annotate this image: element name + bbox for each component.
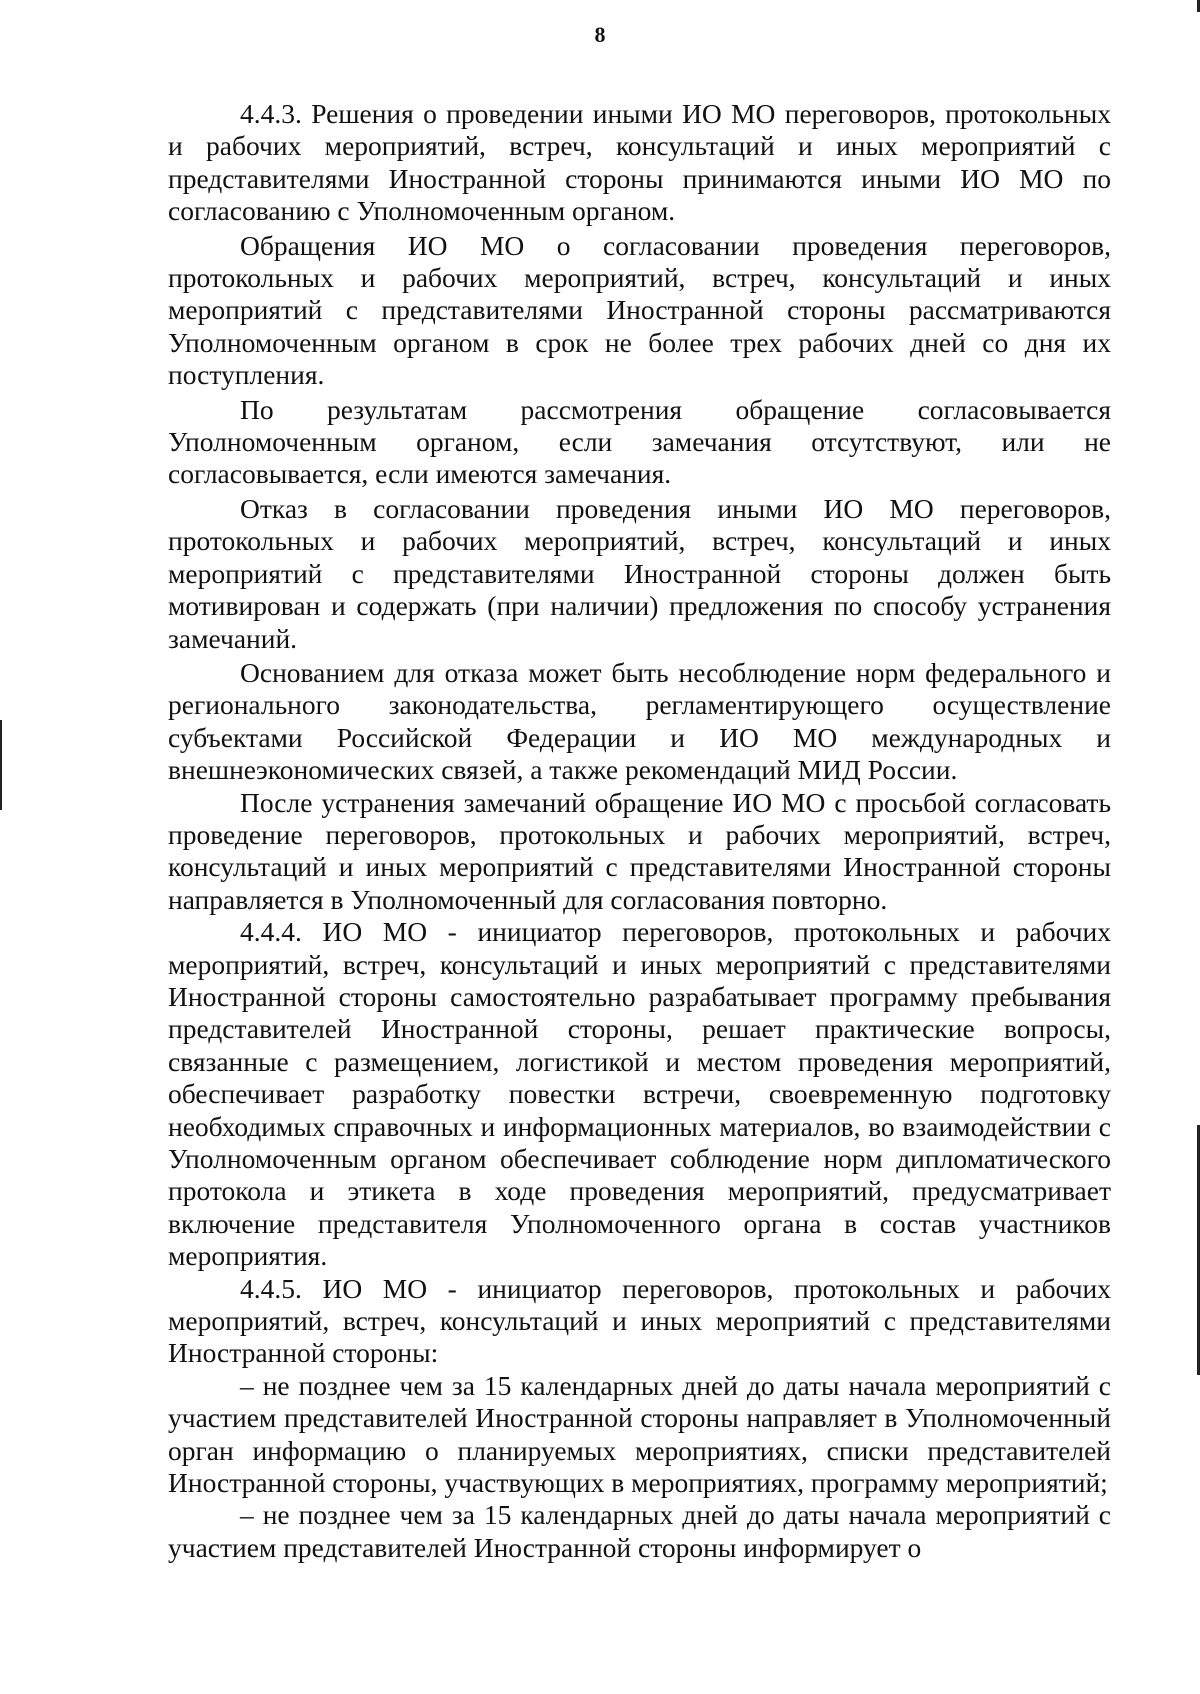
paragraph-4-4-3: 4.4.3. Решения о проведении иными ИО МО переговоров, протокольных и рабочих мероприятий, встреч, консультаций и иных мероприятий с представителями Иностранной стороны принимаются иными ИО МО по согласованию с Уполномоченным органом.: [168, 98, 1111, 227]
list-item-second: – не позднее чем за 15 календарных дней до даты начала мероприятий с участием представителей Иностранной стороны информирует о: [168, 1499, 1111, 1563]
document-body: [168, 98, 1111, 1564]
paragraph-refusal: Отказ в согласовании проведения иными ИО МО переговоров, протокольных и рабочих мероприятий, встреч, консультаций и иных мероприятий с представителями Иностранной стороны должен быть мотивирован и содержать (при наличии) предложения по способу устранения замечаний.: [168, 492, 1111, 654]
paragraph-review-results: По результатам рассмотрения обращение согласовывается Уполномоченным органом, если замечания отсутствуют, или не согласовывается, если имеются замечания.: [168, 393, 1111, 490]
paragraph-refusal-grounds: Основанием для отказа может быть несоблюдение норм федерального и регионального законодательства, регламентирующего осуществление субъектами Российской Федерации и ИО МО международных и внешнеэкономических связей, а также рекомендаций МИД России.: [168, 656, 1111, 786]
scan-edge-mark-left: [0, 720, 2, 810]
list-item-first: – не позднее чем за 15 календарных дней до даты начала мероприятий с участием представителей Иностранной стороны направляет в Уполномоченный орган информацию о планируемых мероприятиях, списки представителей Иностранной стороны, участвующих в мероприятиях, программу мероприятий;: [168, 1369, 1111, 1499]
page-number: 8: [594, 22, 606, 47]
paragraph-appeals: Обращения ИО МО о согласовании проведения переговоров, протокольных и рабочих мероприятий, встреч, консультаций и иных мероприятий с представителями Иностранной стороны рассматриваются Уполномоченным органом в срок не более трех рабочих дней со дня их поступления.: [168, 229, 1111, 391]
paragraph-resubmission: После устранения замечаний обращение ИО МО с просьбой согласовать проведение переговоров, протокольных и рабочих мероприятий, встреч, консультаций и иных мероприятий с представителями Иностранной стороны направляется в Уполномоченный для согласования повторно.: [168, 786, 1111, 915]
paragraph-4-4-4: 4.4.4. ИО МО - инициатор переговоров, протокольных и рабочих мероприятий, встреч, консультаций и иных мероприятий с представителями Иностранной стороны самостоятельно разрабатывает программу пребывания представителей Иностранной стороны, решает практические вопросы, связанные с размещением, логистикой и местом проведения мероприятий, обеспечивает разработку повестки встречи, своевременную подготовку необходимых справочных и информационных материалов, во взаимодействии с Уполномоченным органом обеспечивает соблюдение норм дипломатического протокола и этикета в ходе проведения мероприятий, предусматривает включение представителя Уполномоченного органа в состав участников мероприятия.: [168, 916, 1111, 1272]
paragraph-4-4-5: 4.4.5. ИО МО - инициатор переговоров, протокольных и рабочих мероприятий, встреч, консультаций и иных мероприятий с представителями Иностранной стороны:: [168, 1272, 1111, 1369]
